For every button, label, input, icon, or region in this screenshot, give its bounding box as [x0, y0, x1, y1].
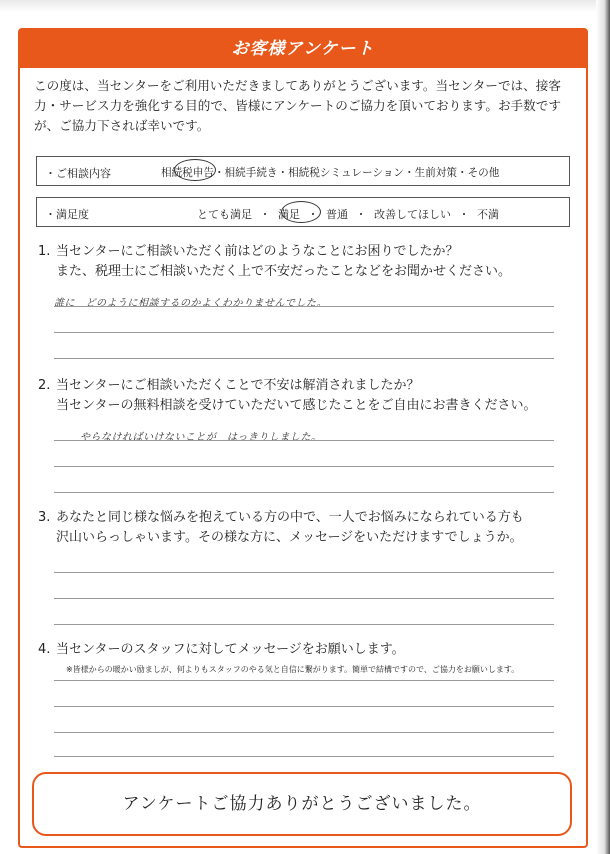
consultation-options: 相続税申告・相続手続き・相続税シミュレーション・生前対策・その他 — [161, 167, 500, 179]
answer-line — [54, 466, 554, 467]
consultation-box — [36, 156, 570, 186]
satisfaction-box — [36, 197, 570, 227]
answer-line — [54, 332, 554, 333]
question-4-note: ※皆様からの暖かい励ましが、何よりもスタッフのやる気と自信に繋がります。簡単で結構ですので、ご協力をお願いします。 — [66, 665, 520, 674]
answer-line — [54, 756, 554, 757]
scan-edge-top — [0, 0, 610, 12]
question-2-line2: 当センターの無料相談を受けていただいて感じたことをご自由にお書きください。 — [56, 398, 537, 413]
satisfaction-options: とても満足 ・ 満足 ・ 普通 ・ 改善してほしい ・ 不満 — [197, 208, 499, 221]
consultation-label: ・ご相談内容 — [45, 167, 111, 180]
question-1 — [38, 242, 568, 282]
answer-line — [54, 572, 554, 573]
survey-title: お客様アンケート — [20, 30, 586, 68]
intro-text: この度は、当センターをご利用いただきましてありがとうございます。当センターでは、接客力・サービス力を強化する目的で、皆様にアンケートのご協力を頂いております。お手数ですが、ご協力下されば幸いです。 — [34, 78, 561, 133]
survey-sheet — [18, 28, 588, 848]
answer-line — [54, 440, 554, 441]
satisfaction-selected-circle — [281, 201, 321, 223]
question-4-number: 4. — [38, 642, 51, 657]
question-3-number: 3. — [38, 510, 51, 525]
answer-1-handwriting: 誰に どのように相談するのかよくわかりませんでした。 — [54, 298, 327, 309]
question-2 — [38, 376, 568, 416]
question-3-line1: あなたと同じ様な悩みを抱えている方の中で、一人でお悩みになられている方も — [56, 510, 524, 525]
question-3-line2: 沢山いらっしゃいます。その様な方に、メッセージをいただけますでしょうか。 — [56, 530, 523, 545]
answer-line — [54, 706, 554, 707]
question-2-line1: 当センターにご相談いただくことで不安は解消されましたか？ — [56, 378, 420, 393]
answer-line — [54, 732, 554, 733]
answer-line — [54, 306, 554, 307]
scan-edge-right — [596, 0, 610, 854]
answer-line — [54, 624, 554, 625]
question-1-line2: また、税理士にご相談いただく上で不安だったことなどをお聞かせください。 — [56, 264, 512, 279]
question-2-number: 2. — [38, 378, 51, 393]
consultation-selected-circle — [174, 159, 216, 181]
question-1-number: 1. — [38, 244, 51, 259]
question-4 — [38, 640, 568, 660]
answer-line — [54, 598, 554, 599]
question-4-line1: 当センターのスタッフに対してメッセージをお願いします。 — [56, 642, 405, 657]
answer-2-handwriting: やらなければいけないことが はっきりしました。 — [80, 432, 322, 443]
question-3 — [38, 508, 568, 548]
answer-line — [54, 680, 554, 681]
satisfaction-label: ・満足度 — [45, 208, 89, 221]
question-1-line1: 当センターにご相談いただく前はどのようなことにお困りでしたか？ — [56, 244, 459, 259]
answer-line — [54, 492, 554, 493]
thank-you-banner: アンケートご協力ありがとうございました。 — [32, 772, 572, 836]
answer-line — [54, 358, 554, 359]
